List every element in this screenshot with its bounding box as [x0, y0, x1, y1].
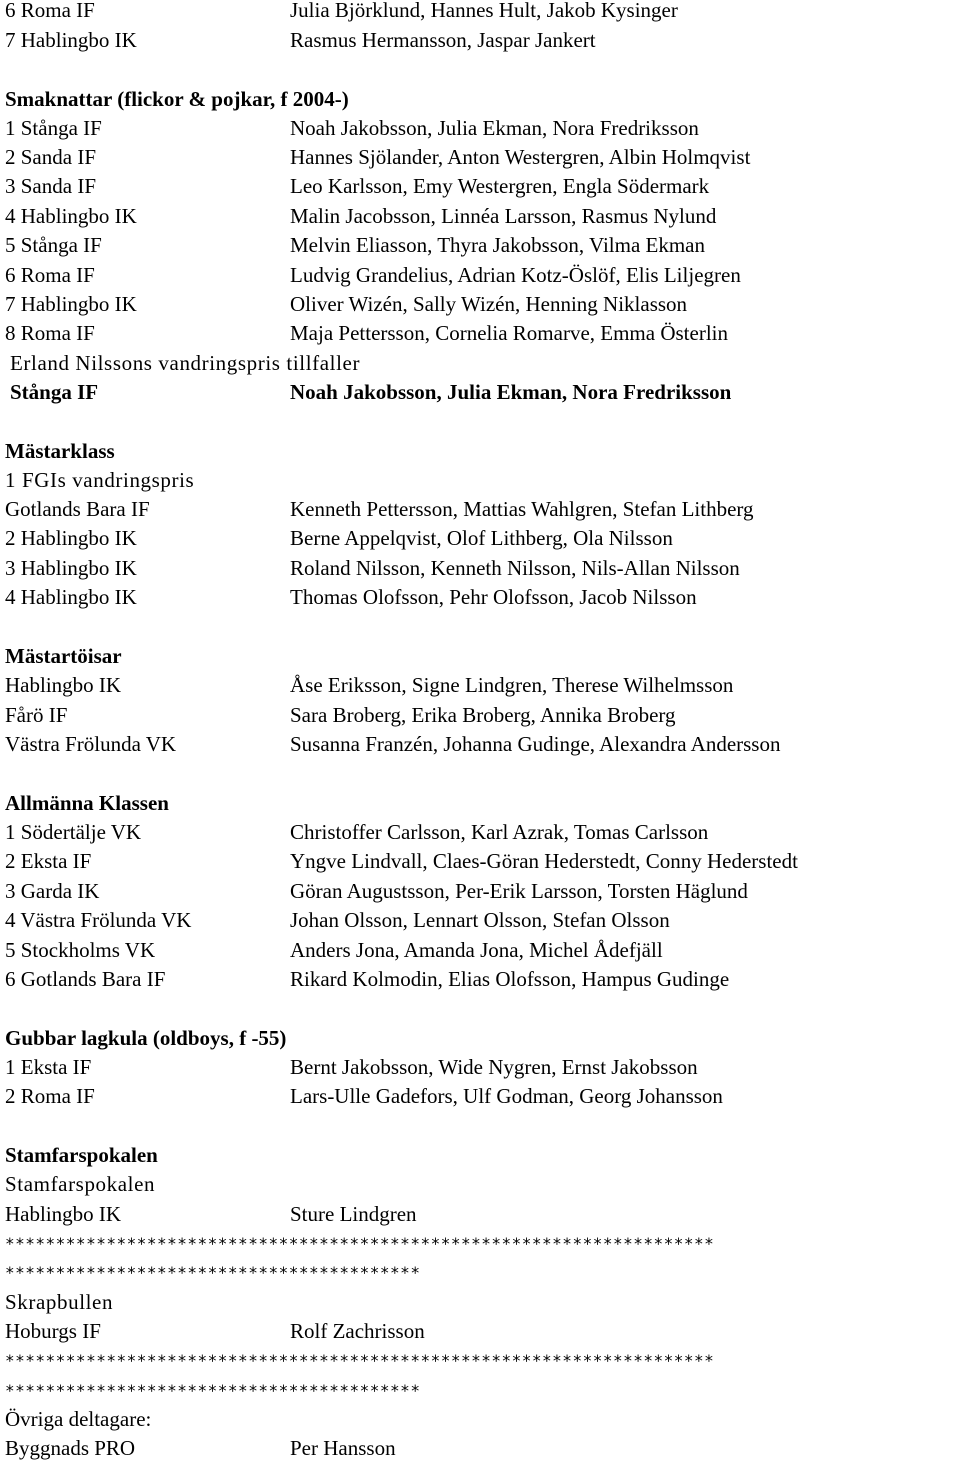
section-heading: Gubbar lagkula (oldboys, f -55) [5, 1026, 287, 1050]
result-row [0, 524, 960, 553]
member-names: Thomas Olofsson, Pehr Olofsson, Jacob Nilsson [290, 585, 697, 609]
separator-stars: ***************************************** [5, 1381, 421, 1400]
member-names: Kenneth Pettersson, Mattias Wahlgren, Stefan Lithberg [290, 497, 754, 521]
club-name: Fårö IF [5, 703, 68, 727]
result-row [0, 877, 960, 906]
section-allmanna [0, 789, 960, 818]
prize-text: 1 FGIs vandringspris [5, 468, 195, 492]
member-names: Susanna Franzén, Johanna Gudinge, Alexandra Andersson [290, 732, 781, 756]
separator-stars: ********************************************************************** [5, 1351, 715, 1370]
club-name: 8 Roma IF [5, 321, 95, 345]
result-row [0, 906, 960, 935]
club-name: 2 Hablingbo IK [5, 526, 137, 550]
member-names: Noah Jakobsson, Julia Ekman, Nora Fredriksson [290, 116, 699, 140]
club-name: 1 Stånga IF [5, 116, 102, 140]
section-gubbar [0, 1024, 960, 1053]
section-heading: Övriga deltagare: [5, 1407, 152, 1431]
member-names: Sara Broberg, Erika Broberg, Annika Broberg [290, 703, 676, 727]
club-name: Hoburgs IF [5, 1319, 101, 1343]
section-skrapbullen [0, 1288, 960, 1317]
club-name: 4 Hablingbo IK [5, 204, 137, 228]
result-row [0, 936, 960, 965]
separator-stars: ***************************************** [5, 1263, 421, 1282]
section-heading: Allmänna Klassen [5, 791, 169, 815]
section-stamfar [0, 1141, 960, 1170]
member-names: Maja Pettersson, Cornelia Romarve, Emma Österlin [290, 321, 728, 345]
club-name: 2 Sanda IF [5, 145, 96, 169]
separator [0, 1376, 960, 1405]
member-names: Melvin Eliasson, Thyra Jakobsson, Vilma Ekman [290, 233, 706, 257]
member-names: Leo Karlsson, Emy Westergren, Engla Södermark [290, 174, 710, 198]
member-names: Sture Lindgren [290, 1202, 417, 1226]
section-heading: Stamfarspokalen [5, 1143, 158, 1167]
club-name: 5 Stånga IF [5, 233, 102, 257]
club-name: Västra Frölunda VK [5, 732, 177, 756]
result-row [0, 1317, 960, 1346]
prize-text: Erland Nilssons vandringspris tillfaller [10, 351, 361, 375]
result-row [0, 290, 960, 319]
member-names: Johan Olsson, Lennart Olsson, Stefan Olsson [290, 908, 670, 932]
club-name: 1 Eksta IF [5, 1055, 92, 1079]
section-heading: Mästarklass [5, 439, 115, 463]
prize-line [0, 1170, 960, 1199]
member-names: Åse Eriksson, Signe Lindgren, Therese Wilhelmsson [290, 673, 734, 697]
member-names: Lars-Ulle Gadefors, Ulf Godman, Georg Johansson [290, 1084, 723, 1108]
winner-names: Noah Jakobsson, Julia Ekman, Nora Fredriksson [290, 380, 732, 404]
club-name: 7 Hablingbo IK [5, 292, 137, 316]
club-name: 1 Södertälje VK [5, 820, 142, 844]
result-row [0, 965, 960, 994]
member-names: Rikard Kolmodin, Elias Olofsson, Hampus Gudinge [290, 967, 730, 991]
result-row [0, 261, 960, 290]
club-name: 4 Västra Frölunda VK [5, 908, 192, 932]
member-names: Roland Nilsson, Kenneth Nilsson, Nils-Allan Nilsson [290, 556, 740, 580]
section-ovriga [0, 1405, 960, 1434]
club-name: 6 Roma IF [5, 0, 95, 22]
member-names: Göran Augustsson, Per-Erik Larsson, Torsten Häglund [290, 879, 748, 903]
result-row [0, 818, 960, 847]
club-name: 5 Stockholms VK [5, 938, 156, 962]
result-row [0, 319, 960, 348]
result-row [0, 554, 960, 583]
result-row [0, 671, 960, 700]
separator-stars: ********************************************************************** [5, 1234, 715, 1253]
result-row [0, 1200, 960, 1229]
member-names: Hannes Sjölander, Anton Westergren, Albin Holmqvist [290, 145, 751, 169]
club-name: 6 Roma IF [5, 263, 95, 287]
separator [0, 1258, 960, 1287]
result-row [0, 26, 960, 55]
club-name: 7 Hablingbo IK [5, 28, 137, 52]
result-row [0, 202, 960, 231]
member-names: Bernt Jakobsson, Wide Nygren, Ernst Jakobsson [290, 1055, 698, 1079]
club-name: 2 Roma IF [5, 1084, 95, 1108]
prize-text: Stamfarspokalen [5, 1172, 156, 1196]
result-row [0, 0, 960, 25]
member-names: Per Hansson [290, 1436, 396, 1460]
club-name: Byggnads PRO [5, 1436, 136, 1460]
result-row [0, 143, 960, 172]
result-row [0, 701, 960, 730]
club-name: Hablingbo IK [5, 673, 122, 697]
section-heading: Skrapbullen [5, 1290, 114, 1314]
member-names: Malin Jacobsson, Linnéa Larsson, Rasmus Nylund [290, 204, 717, 228]
club-name: 6 Gotlands Bara IF [5, 967, 166, 991]
member-names: Yngve Lindvall, Claes-Göran Hederstedt, Conny Hederstedt [290, 849, 798, 873]
section-smaknattar [0, 85, 960, 114]
winner-row [0, 378, 960, 407]
winner-club: Stånga IF [10, 380, 99, 404]
member-names: Oliver Wizén, Sally Wizén, Henning Niklasson [290, 292, 688, 316]
club-name: Gotlands Bara IF [5, 497, 150, 521]
club-name: 3 Sanda IF [5, 174, 96, 198]
section-mastarklass [0, 437, 960, 466]
club-name: 2 Eksta IF [5, 849, 92, 873]
separator [0, 1229, 960, 1258]
club-name: 3 Garda IK [5, 879, 100, 903]
club-name: Hablingbo IK [5, 1202, 122, 1226]
result-row [0, 495, 960, 524]
member-names: Ludvig Grandelius, Adrian Kotz-Öslöf, Elis Liljegren [290, 263, 741, 287]
result-row [0, 114, 960, 143]
result-row [0, 231, 960, 260]
separator [0, 1346, 960, 1375]
section-mastartoisar [0, 642, 960, 671]
result-row [0, 1082, 960, 1111]
member-names: Anders Jona, Amanda Jona, Michel Ådefjäll [290, 938, 663, 962]
result-row [0, 847, 960, 876]
result-row [0, 172, 960, 201]
member-names: Rolf Zachrisson [290, 1319, 425, 1343]
section-heading: Mästartöisar [5, 644, 122, 668]
prize-line [0, 349, 960, 378]
member-names: Berne Appelqvist, Olof Lithberg, Ola Nilsson [290, 526, 673, 550]
result-row [0, 583, 960, 612]
result-row [0, 730, 960, 759]
result-row [0, 1434, 960, 1463]
section-heading: Smaknattar (flickor & pojkar, f 2004-) [5, 87, 349, 111]
result-row [0, 1053, 960, 1082]
member-names: Rasmus Hermansson, Jaspar Jankert [290, 28, 596, 52]
club-name: 4 Hablingbo IK [5, 585, 137, 609]
member-names: Julia Björklund, Hannes Hult, Jakob Kysinger [290, 0, 678, 22]
prize-line [0, 466, 960, 495]
member-names: Christoffer Carlsson, Karl Azrak, Tomas Carlsson [290, 820, 709, 844]
club-name: 3 Hablingbo IK [5, 556, 137, 580]
